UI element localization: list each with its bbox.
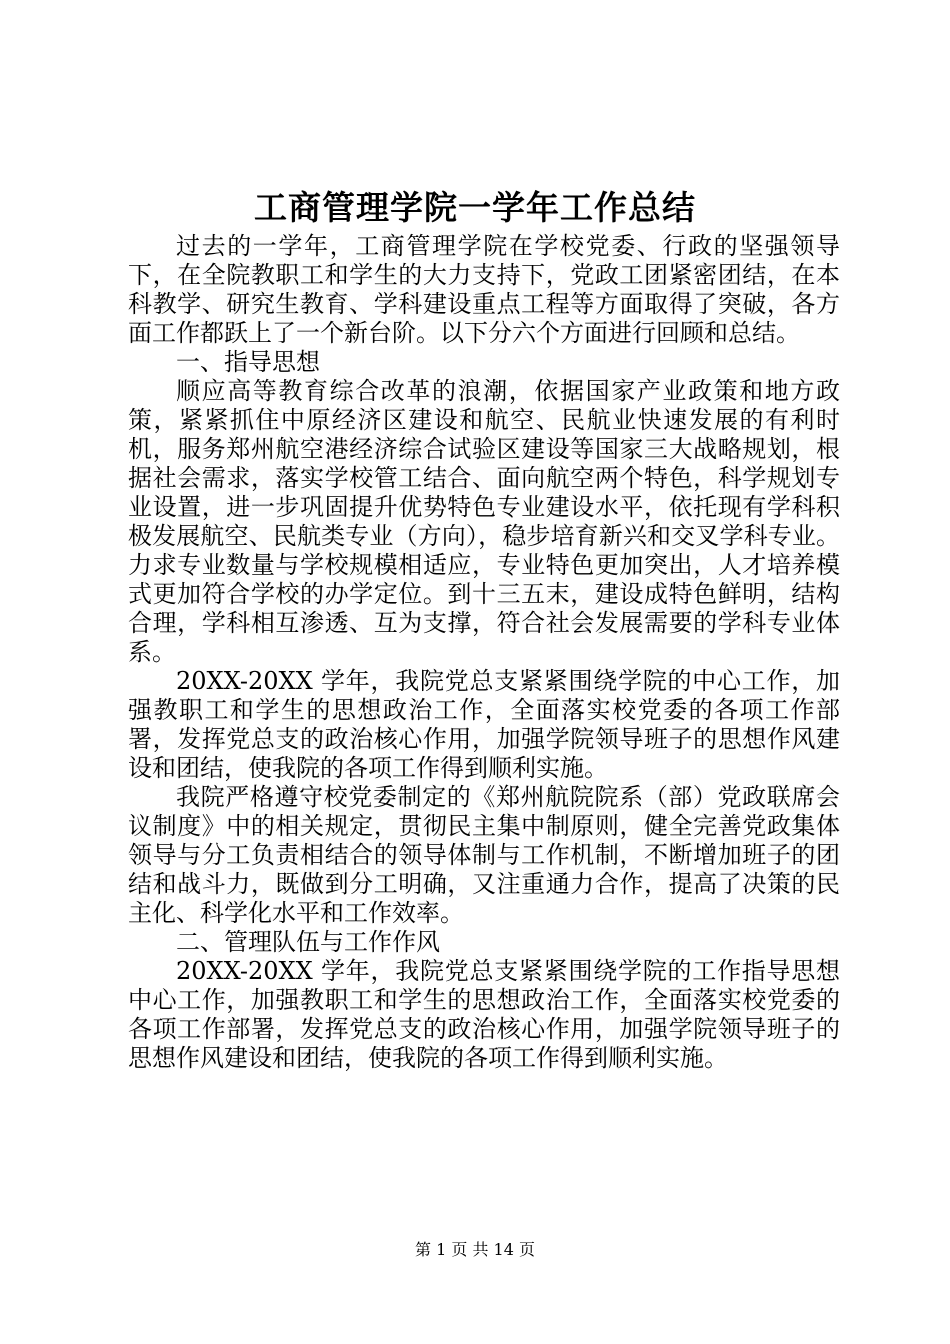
paragraph-management-team: 20XX-20XX 学年，我院党总支紧紧围绕学院的工作指导思想中心工作，加强教职工和学生的思想政治工作，全面落实校党委的各项工作部署，发挥党总支的政治核心作用，加强学院领导班子的思想作风建设和团结，使我院的各项工作得到顺利实施。 — [128, 957, 840, 1072]
section-heading-guiding-ideology: 一、指导思想 — [176, 348, 320, 376]
page-footer: 第 1 页 共 14 页 — [415, 1240, 535, 1259]
paragraph-party-work: 20XX-20XX 学年，我院党总支紧紧围绕学院的中心工作，加强教职工和学生的思想政治工作，全面落实校党委的各项工作部署，发挥党总支的政治核心作用，加强学院领导班子的思想作风建设和团结，使我院的各项工作得到顺利实施。 — [128, 667, 840, 782]
section-heading-management-team: 二、管理队伍与工作作风 — [176, 928, 440, 956]
paragraph-joint-meeting: 我院严格遵守校党委制定的《郑州航院院系（部）党政联席会议制度》中的相关规定，贯彻民主集中制原则，健全完善党政集体领导与分工负责相结合的领导体制与工作机制，不断增加班子的团结和战斗力，既做到分工明确，又注重通力合作，提高了决策的民主化、科学化水平和工作效率。 — [128, 783, 840, 927]
paragraph-guiding-ideology: 顺应高等教育综合改革的浪潮，依据国家产业政策和地方政策，紧紧抓住中原经济区建设和航空、民航业快速发展的有利时机，服务郑州航空港经济综合试验区建设等国家三大战略规划，根据社会需求，落实学校管工结合、面向航空两个特色，科学规划专业设置，进一步巩固提升优势特色专业建设水平，依托现有学科积极发展航空、民航类专业（方向），稳步培育新兴和交叉学科专业。力求专业数量与学校规模相适应，专业特色更加突出，人才培养模式更加符合学校的办学定位。到十三五末，建设成特色鲜明，结构合理，学科相互渗透、互为支撑，符合社会发展需要的学科专业体系。 — [128, 377, 840, 666]
document-body — [128, 232, 840, 1073]
document-title: 工商管理学院一学年工作总结 — [254, 188, 696, 227]
paragraph-intro: 过去的一学年，工商管理学院在学校党委、行政的坚强领导下，在全院教职工和学生的大力支持下，党政工团紧密团结，在本科教学、研究生教育、学科建设重点工程等方面取得了突破，各方面工作都跃上了一个新台阶。以下分六个方面进行回顾和总结。 — [128, 232, 840, 347]
